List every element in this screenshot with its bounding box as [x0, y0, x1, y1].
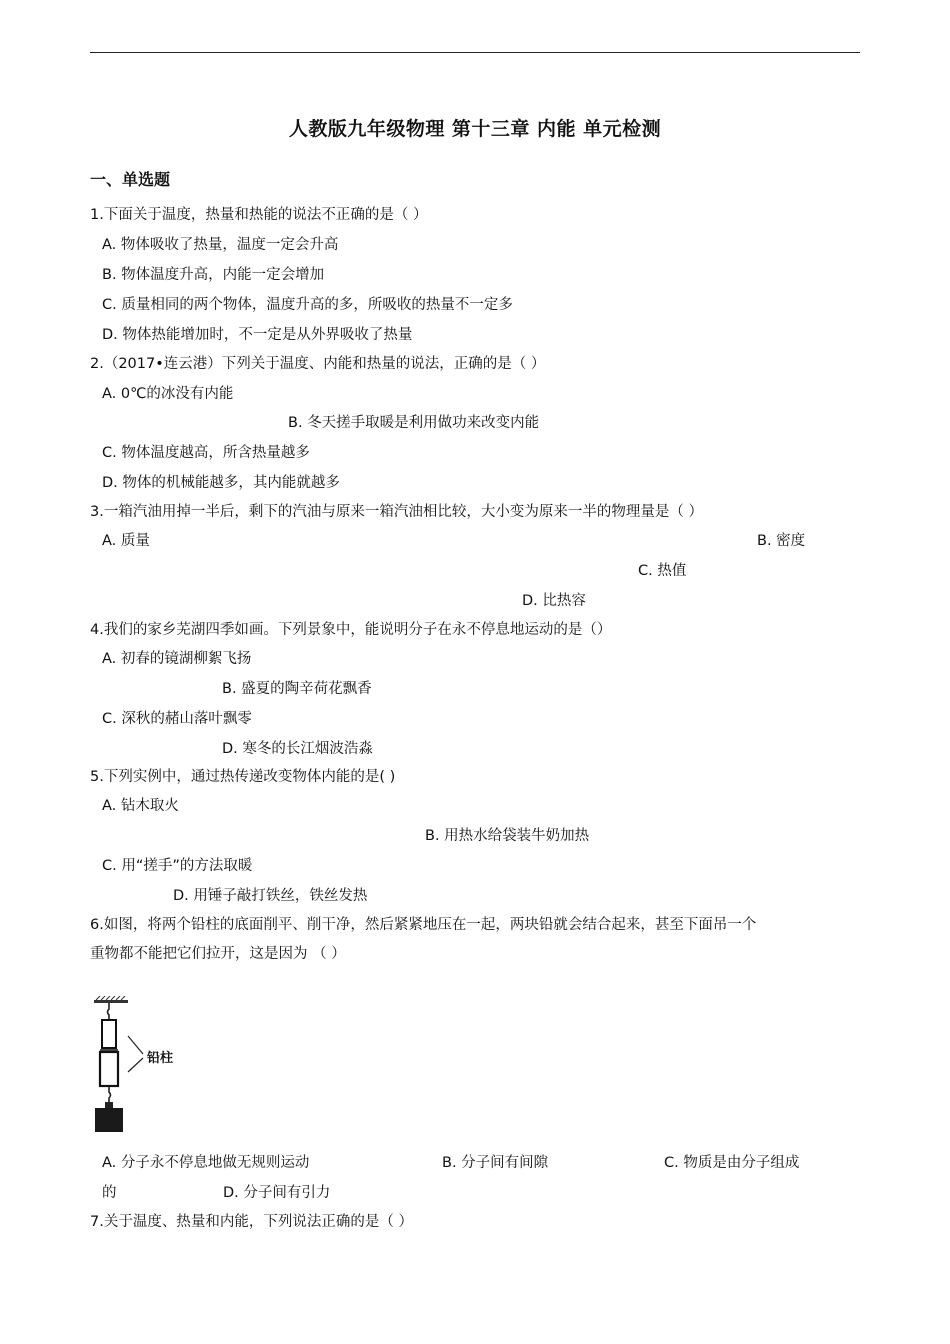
- question-3-option-c[interactable]: C. 热值: [638, 563, 687, 579]
- question-4-option-c[interactable]: C. 深秋的赭山落叶飘零: [102, 711, 252, 727]
- question-1-option-b[interactable]: B. 物体温度升高，内能一定会增加: [102, 267, 325, 283]
- question-6-option-a[interactable]: A. 分子永不停息地做无规则运动: [102, 1155, 310, 1171]
- question-1-stem: 1.下面关于温度，热量和热能的说法不正确的是（ ）: [90, 207, 428, 223]
- question-4-option-a[interactable]: A. 初春的镜湖柳絮飞扬: [102, 651, 252, 667]
- header-rule: [90, 52, 860, 53]
- question-6-option-c-continuation: 的: [102, 1185, 117, 1201]
- figure-label-lead-cylinder: 铅柱: [147, 1051, 174, 1066]
- question-3-option-d[interactable]: D. 比热容: [522, 593, 586, 609]
- page-title: 人教版九年级物理 第十三章 内能 单元检测: [288, 118, 662, 140]
- question-5-option-d[interactable]: D. 用锤子敲打铁丝，铁丝发热: [173, 888, 368, 904]
- question-1-option-c[interactable]: C. 质量相同的两个物体，温度升高的多，所吸收的热量不一定多: [102, 297, 513, 313]
- question-2-option-b[interactable]: B. 冬天搓手取暖是利用做功来改变内能: [288, 415, 540, 431]
- question-2-option-c[interactable]: C. 物体温度越高，所含热量越多: [102, 445, 310, 461]
- question-5-option-a[interactable]: A. 钻木取火: [102, 798, 179, 814]
- question-2-option-a[interactable]: A. 0℃的冰没有内能: [102, 386, 234, 402]
- question-6-option-d[interactable]: D. 分子间有引力: [223, 1185, 331, 1201]
- question-3-option-b[interactable]: B. 密度: [757, 533, 806, 549]
- question-4-option-b[interactable]: B. 盛夏的陶辛荷花飘香: [222, 681, 372, 697]
- question-6-option-c[interactable]: C. 物质是由分子组成: [664, 1155, 800, 1171]
- question-5-stem: 5.下列实例中，通过热传递改变物体内能的是( ): [90, 769, 396, 785]
- question-2-stem: 2.（2017•连云港）下列关于温度、内能和热量的说法，正确的是（ ）: [90, 356, 546, 372]
- section-heading: 一、单选题: [90, 170, 171, 189]
- question-3-option-a[interactable]: A. 质量: [102, 533, 150, 549]
- question-6-option-b[interactable]: B. 分子间有间隙: [442, 1155, 549, 1171]
- question-6-stem-line-1: 6.如图，将两个铅柱的底面削平、削干净，然后紧紧地压在一起，两块铅就会结合起来，甚至下面吊一个: [90, 917, 757, 933]
- question-4-stem: 4.我们的家乡芜湖四季如画。下列景象中，能说明分子在永不停息地运动的是（）: [90, 622, 612, 638]
- question-5-option-b[interactable]: B. 用热水给袋装牛奶加热: [425, 828, 590, 844]
- question-1-option-d[interactable]: D. 物体热能增加时，不一定是从外界吸收了热量: [102, 327, 413, 343]
- question-3-stem: 3.一箱汽油用掉一半后，剩下的汽油与原来一箱汽油相比较，大小变为原来一半的物理量是（ ）: [90, 504, 703, 520]
- question-6-stem-line-2: 重物都不能把它们拉开，这是因为 （ ）: [90, 946, 346, 962]
- lead-cylinder-figure: [88, 996, 198, 1136]
- question-5-option-c[interactable]: C. 用“搓手”的方法取暖: [102, 858, 253, 874]
- question-2-option-d[interactable]: D. 物体的机械能越多，其内能就越多: [102, 475, 340, 491]
- question-7-stem: 7.关于温度、热量和内能，下列说法正确的是（ ）: [90, 1214, 413, 1230]
- question-1-option-a[interactable]: A. 物体吸收了热量，温度一定会升高: [102, 237, 339, 253]
- question-4-option-d[interactable]: D. 寒冬的长江烟波浩淼: [222, 741, 373, 757]
